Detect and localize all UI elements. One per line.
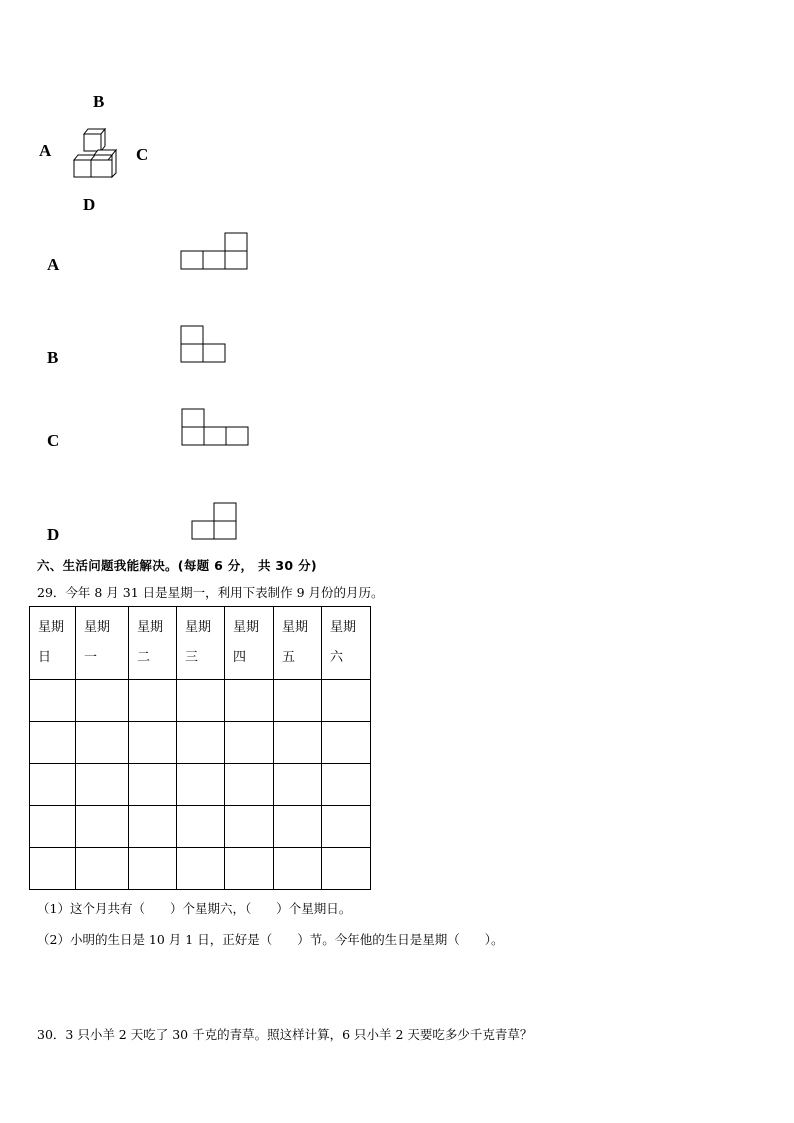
calendar-day-cell[interactable]	[322, 764, 371, 806]
calendar-header-cell: 星期 一	[76, 607, 129, 680]
calendar-day-cell[interactable]	[225, 722, 274, 764]
calendar-day-cell[interactable]	[76, 680, 129, 722]
calendar-day-cell[interactable]	[129, 680, 177, 722]
calendar-header-row	[30, 607, 371, 680]
calendar-day-cell[interactable]	[76, 764, 129, 806]
calendar-header-cell: 星期 六	[322, 607, 371, 680]
september-calendar-table	[29, 606, 371, 890]
calendar-day-cell[interactable]	[274, 848, 322, 890]
calendar-day-cell[interactable]	[30, 848, 76, 890]
question-29-text: 29．今年 8 月 31 日是星期一，利用下表制作 9 月份的月历。	[37, 585, 384, 600]
calendar-header-cell: 星期 日	[30, 607, 76, 680]
calendar-day-cell[interactable]	[322, 722, 371, 764]
calendar-day-cell[interactable]	[322, 848, 371, 890]
calendar-day-cell[interactable]	[30, 680, 76, 722]
calendar-day-cell[interactable]	[177, 680, 225, 722]
option-b-label: B	[47, 348, 59, 367]
option-d-label: D	[47, 525, 60, 544]
option-a-label: A	[47, 255, 60, 274]
option-b-view-grid	[180, 325, 228, 364]
calendar-day-cell[interactable]	[322, 806, 371, 848]
calendar-day-cell[interactable]	[225, 680, 274, 722]
calendar-day-cell[interactable]	[322, 680, 371, 722]
question-29-part-1: （1）这个月共有（ ）个星期六，（ ）个星期日。	[37, 901, 352, 916]
calendar-day-cell[interactable]	[274, 680, 322, 722]
calendar-day-cell[interactable]	[177, 848, 225, 890]
calendar-day-cell[interactable]	[274, 764, 322, 806]
calendar-day-cell[interactable]	[76, 848, 129, 890]
calendar-week-row	[30, 722, 371, 764]
calendar-header-cell: 星期 二	[129, 607, 177, 680]
calendar-day-cell[interactable]	[274, 722, 322, 764]
calendar-day-cell[interactable]	[30, 764, 76, 806]
calendar-day-cell[interactable]	[225, 848, 274, 890]
calendar-day-cell[interactable]	[177, 722, 225, 764]
calendar-day-cell[interactable]	[177, 764, 225, 806]
direction-label-a: A	[39, 141, 52, 160]
direction-label-d: D	[83, 195, 96, 214]
calendar-day-cell[interactable]	[129, 806, 177, 848]
calendar-week-row	[30, 848, 371, 890]
calendar-day-cell[interactable]	[129, 764, 177, 806]
question-30-text: 30．3 只小羊 2 天吃了 30 千克的青草。照这样计算，6 只小羊 2 天要吃多少千克青草？	[37, 1027, 533, 1042]
calendar-day-cell[interactable]	[225, 764, 274, 806]
calendar-day-cell[interactable]	[76, 806, 129, 848]
option-c-view-grid	[181, 408, 251, 447]
calendar-header-cell: 星期 三	[177, 607, 225, 680]
calendar-header-cell: 星期 四	[225, 607, 274, 680]
calendar-week-row	[30, 764, 371, 806]
calendar-header-cell: 星期 五	[274, 607, 322, 680]
calendar-day-cell[interactable]	[225, 806, 274, 848]
option-d-view-grid	[191, 502, 239, 541]
calendar-day-cell[interactable]	[129, 722, 177, 764]
question-29-part-2: （2）小明的生日是 10 月 1 日，正好是（ ）节。今年他的生日是星期（ ）。	[37, 932, 504, 947]
direction-label-b: B	[93, 92, 105, 111]
direction-label-c: C	[136, 145, 149, 164]
calendar-day-cell[interactable]	[274, 806, 322, 848]
option-c-label: C	[47, 431, 60, 450]
calendar-day-cell[interactable]	[30, 722, 76, 764]
cube-stack-figure	[72, 128, 120, 180]
calendar-day-cell[interactable]	[177, 806, 225, 848]
option-a-view-grid	[180, 232, 250, 271]
calendar-day-cell[interactable]	[76, 722, 129, 764]
calendar-day-cell[interactable]	[129, 848, 177, 890]
calendar-day-cell[interactable]	[30, 806, 76, 848]
calendar-week-row	[30, 806, 371, 848]
section-title: 六、生活问题我能解决。(每题 6 分， 共 30 分)	[37, 558, 317, 573]
calendar-week-row	[30, 680, 371, 722]
